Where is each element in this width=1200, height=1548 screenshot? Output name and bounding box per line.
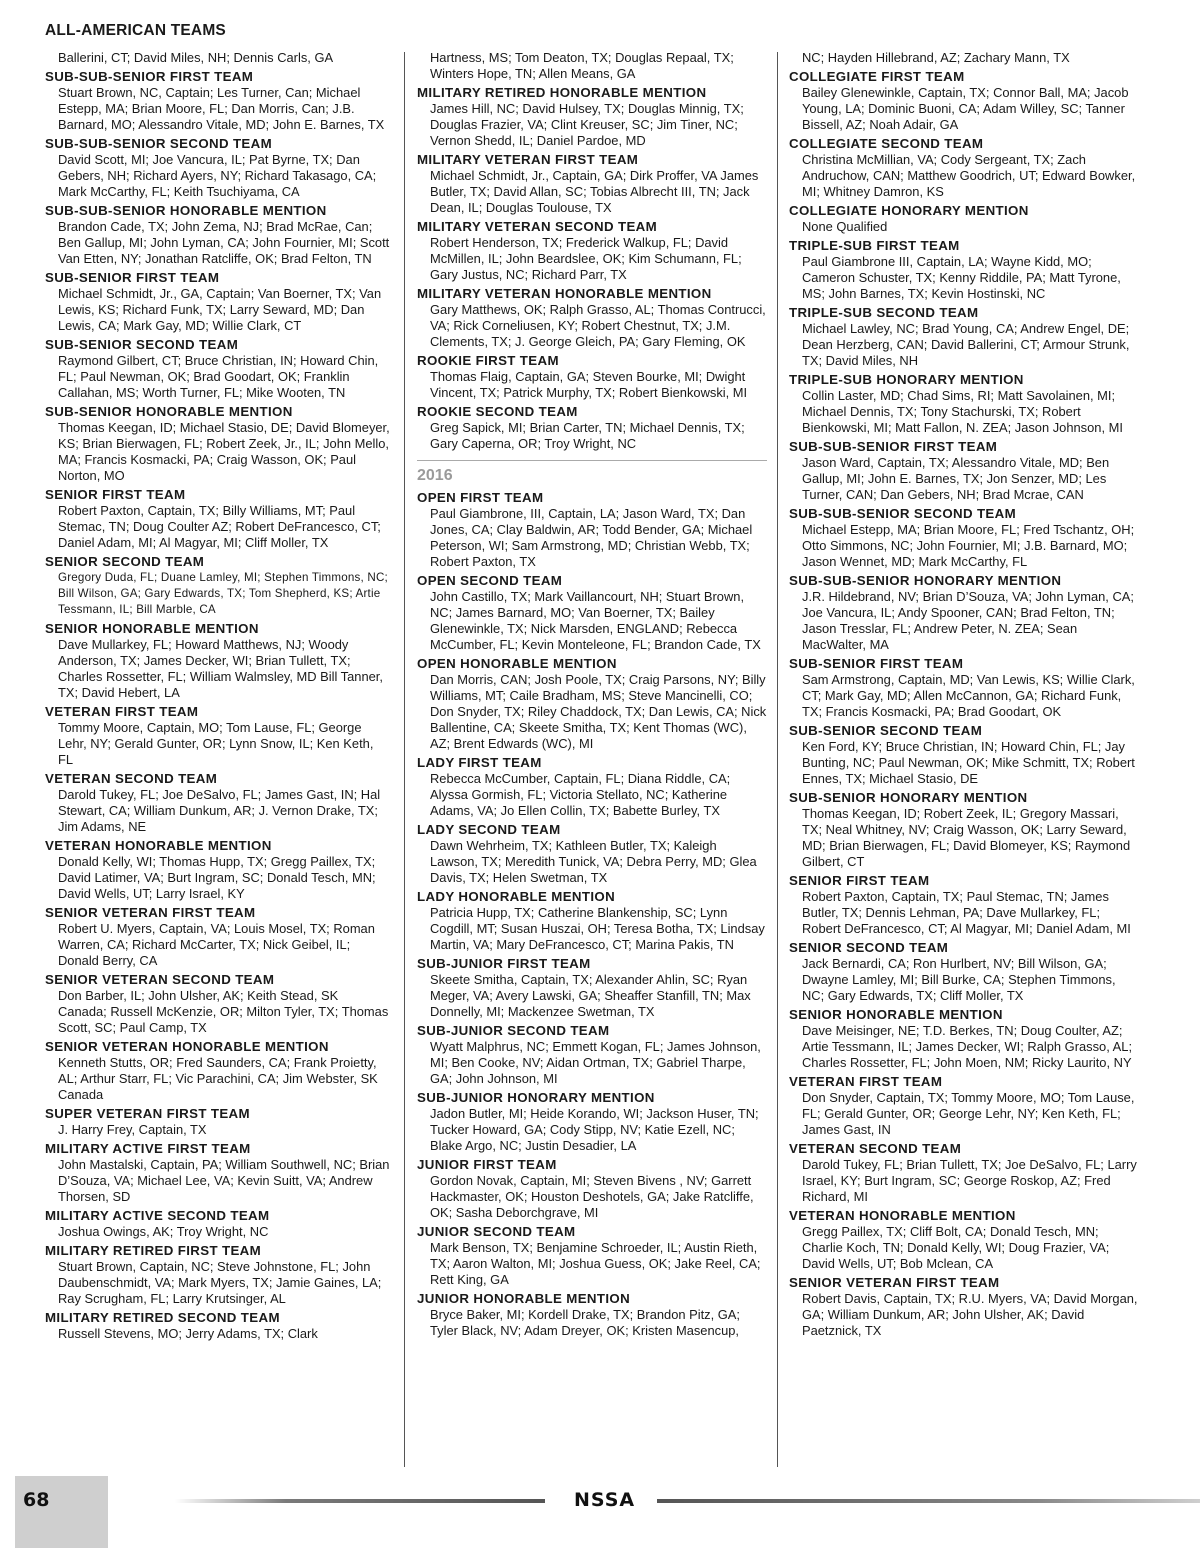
team-section xyxy=(789,371,1141,436)
team-section xyxy=(417,754,767,819)
team-members: Michael Lawley, NC; Brad Young, CA; Andrew Engel, DE; Dean Herzberg, CAN; David Ballerini, CT; Armour Strunk, TX; David Miles, NH xyxy=(802,321,1130,368)
team-section xyxy=(789,135,1141,200)
team-section xyxy=(789,438,1141,503)
team-heading: SENIOR HONORABLE MENTION xyxy=(789,1007,1003,1022)
team-members: Christina McMillian, VA; Cody Sergeant, TX; Zach Andruchow, CAN; Matthew Goodrich, UT; Edward Bowker, MI; Whitney Damron, KS xyxy=(802,152,1136,199)
team-members: Stuart Brown, NC, Captain; Les Turner, Can; Michael Estepp, MA; Brian Moore, FL; Dan Morris, Can; J.B. Barnard, MO; Alessandro Vitale, MD; John E. Barnes, TX xyxy=(58,85,385,132)
team-heading: MILITARY RETIRED HONORABLE MENTION xyxy=(417,85,707,100)
team-heading: SUB-SENIOR SECOND TEAM xyxy=(789,723,983,738)
team-section xyxy=(417,821,767,886)
team-heading: VETERAN HONORABLE MENTION xyxy=(789,1208,1016,1223)
team-section xyxy=(45,904,390,969)
team-heading: MILITARY ACTIVE FIRST TEAM xyxy=(45,1141,251,1156)
team-heading: VETERAN HONORABLE MENTION xyxy=(45,838,272,853)
team-members: Dave Mullarkey, FL; Howard Matthews, NJ; Woody Anderson, TX; James Decker, WI; Brian Tullett, TX; Charles Rossetter, FL; William Walmsley, MD Bill Tanner, TX; David Hebert, LA xyxy=(58,637,383,700)
team-heading: SUB-SUB-SENIOR HONORABLE MENTION xyxy=(45,203,327,218)
team-members: Greg Sapick, MI; Brian Carter, TN; Michael Dennis, TX; Gary Caperna, OR; Troy Wright, NC xyxy=(430,420,745,451)
team-heading: SUB-SENIOR FIRST TEAM xyxy=(45,270,220,285)
team-section xyxy=(417,1223,767,1288)
team-heading: MILITARY RETIRED FIRST TEAM xyxy=(45,1243,262,1258)
team-section xyxy=(417,285,767,350)
team-section xyxy=(417,50,767,82)
team-section xyxy=(417,1156,767,1221)
team-section xyxy=(789,50,1141,66)
team-heading: LADY SECOND TEAM xyxy=(417,822,561,837)
team-members: Collin Laster, MD; Chad Sims, RI; Matt Savolainen, MI; Michael Dennis, TX; Tony Stachurski, TX; Robert Bienkowski, MI; Matt Fallon, N. ZEA; Jason Johnson, MI xyxy=(802,388,1123,435)
team-members: Dave Meisinger, NE; T.D. Berkes, TN; Doug Coulter, AZ; Artie Tessmann, IL; James Decker, WI; Ralph Grasso, AL; Charles Rossetter, FL; John Moen, NM; Ricky Laurito, NY xyxy=(802,1023,1133,1070)
team-section xyxy=(417,888,767,953)
team-members: Michael Estepp, MA; Brian Moore, FL; Fred Tschantz, OH; Otto Simmons, NC; John Fournier, MI; J.B. Barnard, MO; Jason Wennet, MD; Mark McCarthy, FL xyxy=(802,522,1135,569)
team-section xyxy=(417,1022,767,1087)
team-section xyxy=(417,1089,767,1154)
team-members: Wyatt Malphrus, NC; Emmett Kogan, FL; James Johnson, MI; Ben Cooke, NV; Aidan Ortman, TX; Gabriel Tharpe, GA; John Johnson, MI xyxy=(430,1039,761,1086)
team-heading: ROOKIE FIRST TEAM xyxy=(417,353,559,368)
team-members: Raymond Gilbert, CT; Bruce Christian, IN; Howard Chin, FL; Paul Newman, OK; Brad Goodart, OK; Franklin Callahan, MS; Worth Turner, FL; Mike Wooten, TN xyxy=(58,353,379,400)
team-section xyxy=(789,722,1141,787)
team-heading: MILITARY ACTIVE SECOND TEAM xyxy=(45,1208,270,1223)
year-heading: 2016 xyxy=(417,467,453,484)
team-section xyxy=(45,68,390,133)
team-section xyxy=(45,837,390,902)
team-heading: SENIOR SECOND TEAM xyxy=(45,554,205,569)
team-section xyxy=(417,352,767,401)
team-section xyxy=(417,84,767,149)
footer-page-tab xyxy=(15,1476,108,1548)
footer-brand: NSSA xyxy=(574,1489,636,1511)
team-members: J.R. Hildebrand, NV; Brian D’Souza, VA; John Lyman, CA; Joe Vancura, IL; Andy Spooner, CAN; Brad Felton, TN; Jason Tresslar, FL; Andrew Peter, N. ZEA; Sean MacWalter, MA xyxy=(802,589,1134,652)
footer-rule xyxy=(657,1499,1200,1503)
team-heading: OPEN SECOND TEAM xyxy=(417,573,563,588)
team-heading: SUB-SUB-SENIOR HONORARY MENTION xyxy=(789,573,1062,588)
team-heading: OPEN HONORABLE MENTION xyxy=(417,656,617,671)
team-heading: MILITARY VETERAN FIRST TEAM xyxy=(417,152,639,167)
team-heading: SENIOR VETERAN FIRST TEAM xyxy=(789,1275,1000,1290)
team-members: Jason Ward, Captain, TX; Alessandro Vitale, MD; Ben Gallup, MI; John E. Barnes, TX; Jon Senzer, MD; Les Turner, CAN; Dan Gebers, NH; Brad Mcrae, CAN xyxy=(802,455,1110,502)
team-members: Gordon Novak, Captain, MI; Steven Bivens , NV; Garrett Hackmaster, OK; Houston Deshotels, GA; Jake Ratcliffe, OK; Sasha Deborchgrave, MI xyxy=(430,1173,754,1220)
team-heading: COLLEGIATE SECOND TEAM xyxy=(789,136,984,151)
team-heading: SUPER VETERAN FIRST TEAM xyxy=(45,1106,250,1121)
team-members: Gary Matthews, OK; Ralph Grasso, AL; Thomas Contrucci, VA; Rick Corneliusen, KY; Robert Chestnut, TX; J.M. Clements, TX; J. George Gleich, PA; Gary Fleming, OK xyxy=(430,302,766,349)
team-section xyxy=(45,403,390,484)
team-members: Ken Ford, KY; Bruce Christian, IN; Howard Chin, FL; Jay Bunting, NC; Paul Newman, OK; Mike Schmitt, TX; Robert Ennes, TX; Michael Stasio, DE xyxy=(802,739,1135,786)
team-section xyxy=(789,304,1141,369)
team-heading: SUB-SUB-SENIOR FIRST TEAM xyxy=(45,69,254,84)
team-section xyxy=(45,486,390,551)
team-members: Gregory Duda, FL; Duane Lamley, MI; Stephen Timmons, NC; Bill Wilson, GA; Gary Edwards, TX; Tom Shepherd, KS; Artie Tessmann, IL; Bill Marble, CA xyxy=(58,571,388,616)
team-heading: SENIOR VETERAN SECOND TEAM xyxy=(45,972,275,987)
team-heading: TRIPLE-SUB SECOND TEAM xyxy=(789,305,979,320)
team-heading: MILITARY VETERAN HONORABLE MENTION xyxy=(417,286,712,301)
column-2-bottom xyxy=(417,489,767,1339)
team-section xyxy=(789,1207,1141,1272)
team-heading: SUB-SUB-SENIOR FIRST TEAM xyxy=(789,439,998,454)
team-members: Darold Tukey, FL; Joe DeSalvo, FL; James Gast, IN; Hal Stewart, CA; William Dunkum, AR; J. Vernon Drake, TX; Jim Adams, NE xyxy=(58,787,381,834)
team-heading: SUB-JUNIOR SECOND TEAM xyxy=(417,1023,610,1038)
team-section xyxy=(45,620,390,701)
team-members: NC; Hayden Hillebrand, AZ; Zachary Mann, TX xyxy=(802,50,1070,65)
team-heading: VETERAN FIRST TEAM xyxy=(45,704,199,719)
team-members: Darold Tukey, FL; Brian Tullett, TX; Joe DeSalvo, FL; Larry Israel, KY; Burt Ingram, SC; George Roskop, AZ; Fred Richard, MI xyxy=(802,1157,1137,1204)
team-members: Joshua Owings, AK; Troy Wright, NC xyxy=(58,1224,269,1239)
team-heading: SENIOR HONORABLE MENTION xyxy=(45,621,259,636)
team-members: John Castillo, TX; Mark Vaillancourt, NH; Stuart Brown, NC; James Barnard, MO; Van Boerner, TX; Bailey Glenewinkle, TX; Nick Marsden, ENGLAND; Rebecca McCumber, FL; Kevin Monteleone, FL; Brandon Cade, TX xyxy=(430,589,761,652)
team-section xyxy=(45,1207,390,1240)
team-heading: COLLEGIATE FIRST TEAM xyxy=(789,69,965,84)
team-members: Rebecca McCumber, Captain, FL; Diana Riddle, CA; Alyssa Gormish, FL; Victoria Stellato, NC; Katherine Adams, VA; Jo Ellen Collin, TX; Babette Burley, TX xyxy=(430,771,731,818)
team-heading: JUNIOR FIRST TEAM xyxy=(417,1157,557,1172)
team-members: None Qualified xyxy=(802,219,888,234)
team-members: Robert Henderson, TX; Frederick Walkup, FL; David McMillen, IL; John Beardslee, OK; Kim Schumann, FL; Gary Justus, NC; Richard Parr, TX xyxy=(430,235,742,282)
team-members: Dawn Wehrheim, TX; Kathleen Butler, TX; Kaleigh Lawson, TX; Meredith Tunick, VA; Debra Perry, MD; Glea Davis, TX; Helen Swetman, TX xyxy=(430,838,757,885)
team-heading: ROOKIE SECOND TEAM xyxy=(417,404,578,419)
team-section xyxy=(417,218,767,283)
team-heading: LADY HONORABLE MENTION xyxy=(417,889,616,904)
team-members: Bailey Glenewinkle, Captain, TX; Connor Ball, MA; Jacob Young, LA; Dominic Buoni, CA; Adam Willey, SC; Tanner Bissell, AZ; Noah Adair, GA xyxy=(802,85,1129,132)
team-section xyxy=(45,135,390,200)
team-section xyxy=(789,1274,1141,1339)
team-members: John Mastalski, Captain, PA; William Southwell, NC; Brian D’Souza, VA; Michael Lee, VA; Kevin Suitt, VA; Andrew Thorsen, SD xyxy=(58,1157,390,1204)
team-members: Gregg Paillex, TX; Cliff Bolt, CA; Donald Tesch, MN; Charlie Koch, TN; Donald Kelly, WI; Doug Frazier, VA; David Wells, UT; Bob Mclean, CA xyxy=(802,1224,1110,1271)
team-heading: TRIPLE-SUB HONORARY MENTION xyxy=(789,372,1024,387)
team-heading: VETERAN FIRST TEAM xyxy=(789,1074,943,1089)
team-members: Russell Stevens, MO; Jerry Adams, TX; Clark xyxy=(58,1326,318,1341)
team-members: Mark Benson, TX; Benjamine Schroeder, IL; Austin Rieth, TX; Aaron Walton, MI; Joshua Guess, OK; Jake Reel, CA; Rett King, GA xyxy=(430,1240,761,1287)
team-section xyxy=(789,68,1141,133)
team-section xyxy=(45,1105,390,1138)
team-heading: SUB-JUNIOR HONORARY MENTION xyxy=(417,1090,655,1105)
team-section xyxy=(45,703,390,768)
team-section xyxy=(45,336,390,401)
team-members: Michael Schmidt, Jr., Captain, GA; Dirk Proffer, VA James Butler, TX; David Allan, SC; Tobias Albrecht III, TN; Jack Dean, IL; Douglas Toulouse, TX xyxy=(430,168,759,215)
team-section xyxy=(789,505,1141,570)
team-heading: JUNIOR SECOND TEAM xyxy=(417,1224,576,1239)
team-heading: SENIOR FIRST TEAM xyxy=(789,873,930,888)
team-heading: SUB-SENIOR HONORARY MENTION xyxy=(789,790,1028,805)
team-members: Michael Schmidt, Jr., GA, Captain; Van Boerner, TX; Van Lewis, KS; Richard Funk, TX; Larry Seward, MD; Dan Lewis, CA; Mark Gay, MD; Willie Clark, CT xyxy=(58,286,382,333)
column-1 xyxy=(45,50,390,1343)
team-members: Paul Giambrone, III, Captain, LA; Jason Ward, TX; Dan Jones, CA; Clay Baldwin, AR; Todd Bender, GA; Michael Peterson, WI; Sam Armstrong, MD; Christian Webb, TX; Robert Paxton, TX xyxy=(430,506,753,569)
team-heading: MILITARY RETIRED SECOND TEAM xyxy=(45,1310,280,1325)
team-section xyxy=(789,655,1141,720)
team-members: Tommy Moore, Captain, MO; Tom Lause, FL; George Lehr, NY; Gerald Gunter, OR; Lynn Snow, IL; Ken Keth, FL xyxy=(58,720,374,767)
team-members: Donald Kelly, WI; Thomas Hupp, TX; Gregg Paillex, TX; David Latimer, VA; Burt Ingram, SC; Donald Tesch, MN; David Wells, UT; Larry Israel, KY xyxy=(58,854,376,901)
team-members: Hartness, MS; Tom Deaton, TX; Douglas Repaal, TX; Winters Hope, TN; Allen Means, GA xyxy=(430,50,734,81)
team-section xyxy=(417,572,767,653)
page-title: ALL-AMERICAN TEAMS xyxy=(45,22,226,39)
team-members: Brandon Cade, TX; John Zema, NJ; Brad McRae, Can; Ben Gallup, MI; John Lyman, CA; John Fournier, MI; Scott Van Etten, NY; Jonathan Ratcliffe, OK; Brad Felton, TN xyxy=(58,219,390,266)
column-3 xyxy=(789,50,1141,1340)
team-heading: SUB-SENIOR SECOND TEAM xyxy=(45,337,239,352)
team-section xyxy=(45,50,390,66)
column-divider xyxy=(404,52,405,1467)
team-section xyxy=(45,269,390,334)
team-members: Dan Morris, CAN; Josh Poole, TX; Craig Parsons, NY; Billy Williams, MT; Caile Bradham, MS; Steve Mancinelli, CO; Don Snyder, TX; Riley Chaddock, TX; Dan Lewis, CA; Nick Ballentine, CA; Skeete Smitha, TX; Kent Thomas (WC), AZ; Brent Edwards (WC), MI xyxy=(430,672,767,751)
team-heading: SUB-SUB-SENIOR SECOND TEAM xyxy=(45,136,273,151)
team-members: Skeete Smitha, Captain, TX; Alexander Ahlin, SC; Ryan Meger, VA; Avery Lawski, GA; Sheaffer Stanfill, TN; Max Donnelly, MI; Mackenzee Swetman, TX xyxy=(430,972,751,1019)
team-section xyxy=(789,1006,1141,1071)
team-heading: VETERAN SECOND TEAM xyxy=(789,1141,962,1156)
year-section-2016 xyxy=(417,460,767,485)
team-section xyxy=(45,1140,390,1205)
footer-rule xyxy=(175,1499,545,1503)
team-members: Robert U. Myers, Captain, VA; Louis Mosel, TX; Roman Warren, CA; Richard McCarter, TX; Nick Geibel, IL; Donald Berry, CA xyxy=(58,921,375,968)
team-section xyxy=(789,1140,1141,1205)
page-number: 68 xyxy=(23,1489,50,1511)
team-members: J. Harry Frey, Captain, TX xyxy=(58,1122,207,1137)
team-members: Don Barber, IL; John Ulsher, AK; Keith Stead, SK Canada; Russell McKenzie, OR; Milton Tyler, TX; Thomas Scott, SC; Paul Camp, TX xyxy=(58,988,389,1035)
team-section xyxy=(45,1309,390,1342)
team-members: David Scott, MI; Joe Vancura, IL; Pat Byrne, TX; Dan Gebers, NH; Richard Ayers, NY; Richard Takasago, CA; Mark McCarthy, FL; Keith Tsuchiyama, CA xyxy=(58,152,377,199)
team-section xyxy=(417,403,767,452)
team-section xyxy=(789,202,1141,235)
team-heading: OPEN FIRST TEAM xyxy=(417,490,544,505)
team-section xyxy=(789,1073,1141,1138)
team-section xyxy=(45,202,390,267)
team-section xyxy=(789,237,1141,302)
team-heading: SENIOR VETERAN HONORABLE MENTION xyxy=(45,1039,329,1054)
team-members: James Hill, NC; David Hulsey, TX; Douglas Minnig, TX; Douglas Frazier, VA; Clint Kreuser, SC; Jim Tiner, NC; Vernon Shedd, IL; Daniel Pardoe, MD xyxy=(430,101,744,148)
team-members: Robert Paxton, Captain, TX; Paul Stemac, TN; James Butler, TX; Dennis Lehman, PA; Dave Mullarkey, FL; Robert DeFrancesco, CT; Al Magyar, MI; Daniel Adam, MI xyxy=(802,889,1131,936)
team-section xyxy=(417,655,767,752)
team-heading: LADY FIRST TEAM xyxy=(417,755,542,770)
team-section xyxy=(417,151,767,216)
team-section xyxy=(45,553,390,618)
team-section xyxy=(45,1242,390,1307)
column-divider xyxy=(777,52,778,1467)
team-heading: SUB-SENIOR FIRST TEAM xyxy=(789,656,964,671)
team-members: Ballerini, CT; David Miles, NH; Dennis Carls, GA xyxy=(58,50,334,65)
team-members: Jack Bernardi, CA; Ron Hurlbert, NV; Bill Wilson, GA; Dwayne Lamley, MI; Bill Burke, CA; Stephen Timmons, NC; Gary Edwards, TX; Cliff Moller, TX xyxy=(802,956,1116,1003)
team-heading: SENIOR VETERAN FIRST TEAM xyxy=(45,905,256,920)
team-heading: SENIOR FIRST TEAM xyxy=(45,487,186,502)
team-members: Robert Davis, Captain, TX; R.U. Myers, VA; David Morgan, GA; William Dunkum, AR; John Ulsher, AK; David Paetznick, TX xyxy=(802,1291,1138,1338)
team-members: Patricia Hupp, TX; Catherine Blankenship, SC; Lynn Cogdill, MT; Susan Huszai, OH; Teresa Botha, TX; Lindsay Martin, VA; Mary DeFrancesco, CT; Marina Pakis, TN xyxy=(430,905,765,952)
team-section xyxy=(45,1038,390,1103)
team-members: Paul Giambrone III, Captain, LA; Wayne Kidd, MO; Cameron Schuster, TX; Kenny Riddile, PA; Matt Tyrone, MS; John Barnes, TX; Kevin Hostinski, NC xyxy=(802,254,1121,301)
column-2-top xyxy=(417,50,767,452)
team-heading: TRIPLE-SUB FIRST TEAM xyxy=(789,238,960,253)
team-members: Bryce Baker, MI; Kordell Drake, TX; Brandon Pitz, GA; Tyler Black, NV; Adam Dreyer, OK; Kristen Masencup, xyxy=(430,1307,740,1338)
team-section xyxy=(789,939,1141,1004)
team-members: Jadon Butler, MI; Heide Korando, WI; Jackson Huser, TN; Tucker Howard, GA; Cody Stipp, NV; Katie Ezell, NC; Blake Argo, NC; Justin Desadier, LA xyxy=(430,1106,759,1153)
team-section xyxy=(45,770,390,835)
column-2 xyxy=(417,50,767,1340)
team-members: Sam Armstrong, Captain, MD; Van Lewis, KS; Willie Clark, CT; Mark Gay, MD; Allen McCannon, GA; Richard Funk, TX; Francis Kosmacki, PA; Brad Goodart, OK xyxy=(802,672,1135,719)
team-heading: SENIOR SECOND TEAM xyxy=(789,940,949,955)
team-section xyxy=(45,971,390,1036)
team-section xyxy=(789,572,1141,653)
team-members: Robert Paxton, Captain, TX; Billy Williams, MT; Paul Stemac, TN; Doug Coulter AZ; Robert DeFrancesco, CT; Daniel Adam, MI; Al Magyar, MI; Cliff Moller, TX xyxy=(58,503,381,550)
team-section xyxy=(417,955,767,1020)
team-section xyxy=(789,789,1141,870)
team-members: Thomas Keegan, ID; Michael Stasio, DE; David Blomeyer, KS; Brian Bierwagen, FL; Robert Zeek, Jr., IL; John Mello, MA; Francis Kosmacki, PA; Craig Wasson, OK; Paul Norton, MO xyxy=(58,420,390,483)
team-heading: JUNIOR HONORABLE MENTION xyxy=(417,1291,631,1306)
team-heading: VETERAN SECOND TEAM xyxy=(45,771,218,786)
team-members: Kenneth Stutts, OR; Fred Saunders, CA; Frank Proietty, AL; Arthur Starr, FL; Vic Parachini, CA; Jim Webster, SK Canada xyxy=(58,1055,378,1102)
team-heading: SUB-SUB-SENIOR SECOND TEAM xyxy=(789,506,1017,521)
team-section xyxy=(417,1290,767,1339)
team-section xyxy=(789,872,1141,937)
team-heading: SUB-JUNIOR FIRST TEAM xyxy=(417,956,591,971)
team-section xyxy=(417,489,767,570)
team-members: Thomas Keegan, ID; Robert Zeek, IL; Gregory Massari, TX; Neal Whitney, NV; Craig Wasson, OK; Larry Seward, MD; Brian Bierwagen, FL; David Blomeyer, KS; Raymond Gilbert, CT xyxy=(802,806,1131,869)
team-members: Don Snyder, Captain, TX; Tommy Moore, MO; Tom Lause, FL; Gerald Gunter, OR; George Lehr, NY; Ken Keth, FL; James Gast, IN xyxy=(802,1090,1135,1137)
team-heading: COLLEGIATE HONORARY MENTION xyxy=(789,203,1029,218)
team-heading: SUB-SENIOR HONORABLE MENTION xyxy=(45,404,293,419)
team-heading: MILITARY VETERAN SECOND TEAM xyxy=(417,219,658,234)
team-members: Thomas Flaig, Captain, GA; Steven Bourke, MI; Dwight Vincent, TX; Patrick Murphy, TX; Robert Bienkowski, MI xyxy=(430,369,748,400)
team-members: Stuart Brown, Captain, NC; Steve Johnstone, FL; John Daubenschmidt, VA; Mark Myers, TX; Jamie Gaines, LA; Ray Scrugham, FL; Larry Krutsinger, AL xyxy=(58,1259,382,1306)
